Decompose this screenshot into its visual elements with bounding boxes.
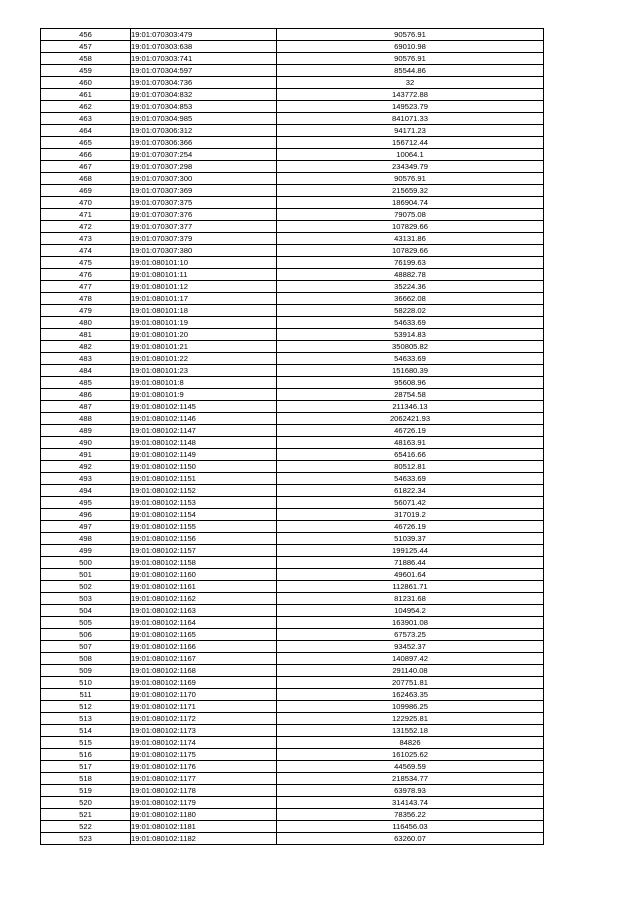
table-row: [41, 365, 544, 377]
value-cell: 218534.77: [277, 773, 544, 785]
cadastral-number-cell: 19:01:080102:1171: [131, 701, 277, 713]
value-cell: 46726.19: [277, 425, 544, 437]
table-row: [41, 305, 544, 317]
table-row: [41, 725, 544, 737]
cadastral-number-cell: 19:01:080102:1166: [131, 641, 277, 653]
table-row: [41, 161, 544, 173]
cadastral-number-cell: 19:01:070307:254: [131, 149, 277, 161]
row-number-cell: 501: [41, 569, 131, 581]
cadastral-number-cell: 19:01:080102:1181: [131, 821, 277, 833]
cadastral-number-cell: 19:01:080102:1170: [131, 689, 277, 701]
cadastral-number-cell: 19:01:070307:379: [131, 233, 277, 245]
cadastral-number-cell: 19:01:070304:853: [131, 101, 277, 113]
value-cell: 76199.63: [277, 257, 544, 269]
cadastral-number-cell: 19:01:080102:1158: [131, 557, 277, 569]
value-cell: 104954.2: [277, 605, 544, 617]
cadastral-number-cell: 19:01:070306:366: [131, 137, 277, 149]
cadastral-number-cell: 19:01:080102:1173: [131, 725, 277, 737]
value-cell: 143772.88: [277, 89, 544, 101]
cadastral-number-cell: 19:01:080102:1175: [131, 749, 277, 761]
row-number-cell: 498: [41, 533, 131, 545]
value-cell: 54633.69: [277, 353, 544, 365]
cadastral-number-cell: 19:01:080102:1161: [131, 581, 277, 593]
row-number-cell: 494: [41, 485, 131, 497]
cadastral-number-cell: 19:01:070307:300: [131, 173, 277, 185]
table-row: [41, 257, 544, 269]
table-row: [41, 425, 544, 437]
row-number-cell: 503: [41, 593, 131, 605]
table-row: [41, 401, 544, 413]
cadastral-number-cell: 19:01:080102:1165: [131, 629, 277, 641]
table-row: [41, 545, 544, 557]
table-row: [41, 785, 544, 797]
table-row: [41, 185, 544, 197]
cadastral-number-cell: 19:01:080102:1149: [131, 449, 277, 461]
row-number-cell: 499: [41, 545, 131, 557]
row-number-cell: 486: [41, 389, 131, 401]
table-row: [41, 65, 544, 77]
table-row: [41, 149, 544, 161]
row-number-cell: 492: [41, 461, 131, 473]
value-cell: 53914.83: [277, 329, 544, 341]
table-row: [41, 581, 544, 593]
cadastral-number-cell: 19:01:070306:312: [131, 125, 277, 137]
value-cell: 215659.32: [277, 185, 544, 197]
cadastral-number-cell: 19:01:080102:1179: [131, 797, 277, 809]
value-cell: 71886.44: [277, 557, 544, 569]
table-row: [41, 593, 544, 605]
row-number-cell: 517: [41, 761, 131, 773]
row-number-cell: 493: [41, 473, 131, 485]
table-row: [41, 773, 544, 785]
row-number-cell: 485: [41, 377, 131, 389]
cadastral-number-cell: 19:01:080101:12: [131, 281, 277, 293]
value-cell: 79075.08: [277, 209, 544, 221]
row-number-cell: 459: [41, 65, 131, 77]
cadastral-number-cell: 19:01:080102:1155: [131, 521, 277, 533]
table-row: [41, 53, 544, 65]
table-row: [41, 833, 544, 845]
value-cell: 63978.93: [277, 785, 544, 797]
value-cell: 211346.13: [277, 401, 544, 413]
table-row: [41, 569, 544, 581]
row-number-cell: 512: [41, 701, 131, 713]
row-number-cell: 507: [41, 641, 131, 653]
row-number-cell: 472: [41, 221, 131, 233]
cadastral-number-cell: 19:01:080102:1148: [131, 437, 277, 449]
value-cell: 314143.74: [277, 797, 544, 809]
table-row: [41, 281, 544, 293]
table-row: [41, 197, 544, 209]
row-number-cell: 461: [41, 89, 131, 101]
value-cell: 46726.19: [277, 521, 544, 533]
cadastral-number-cell: 19:01:080101:22: [131, 353, 277, 365]
cadastral-number-cell: 19:01:070304:832: [131, 89, 277, 101]
cadastral-number-cell: 19:01:080101:10: [131, 257, 277, 269]
value-cell: 116456.03: [277, 821, 544, 833]
value-cell: 90576.91: [277, 53, 544, 65]
table-row: [41, 389, 544, 401]
cadastral-number-cell: 19:01:080102:1150: [131, 461, 277, 473]
row-number-cell: 491: [41, 449, 131, 461]
cadastral-number-cell: 19:01:080101:20: [131, 329, 277, 341]
cadastral-number-cell: 19:01:080102:1160: [131, 569, 277, 581]
cadastral-number-cell: 19:01:080102:1163: [131, 605, 277, 617]
cadastral-number-cell: 19:01:080102:1178: [131, 785, 277, 797]
cadastral-number-cell: 19:01:070304:985: [131, 113, 277, 125]
table-row: [41, 449, 544, 461]
row-number-cell: 511: [41, 689, 131, 701]
cadastral-number-cell: 19:01:080102:1164: [131, 617, 277, 629]
row-number-cell: 489: [41, 425, 131, 437]
row-number-cell: 471: [41, 209, 131, 221]
row-number-cell: 523: [41, 833, 131, 845]
value-cell: 63260.07: [277, 833, 544, 845]
table-row: [41, 473, 544, 485]
cadastral-number-cell: 19:01:080101:9: [131, 389, 277, 401]
table-row: [41, 749, 544, 761]
table-row: [41, 125, 544, 137]
row-number-cell: 488: [41, 413, 131, 425]
row-number-cell: 496: [41, 509, 131, 521]
row-number-cell: 520: [41, 797, 131, 809]
value-cell: 95608.96: [277, 377, 544, 389]
table-row: [41, 77, 544, 89]
cadastral-number-cell: 19:01:080101:8: [131, 377, 277, 389]
value-cell: 56071.42: [277, 497, 544, 509]
cadastral-number-cell: 19:01:080102:1168: [131, 665, 277, 677]
row-number-cell: 465: [41, 137, 131, 149]
row-number-cell: 506: [41, 629, 131, 641]
table-row: [41, 437, 544, 449]
value-cell: 90576.91: [277, 29, 544, 41]
table-row: [41, 269, 544, 281]
cadastral-number-cell: 19:01:070303:638: [131, 41, 277, 53]
row-number-cell: 510: [41, 677, 131, 689]
row-number-cell: 516: [41, 749, 131, 761]
row-number-cell: 500: [41, 557, 131, 569]
value-cell: 93452.37: [277, 641, 544, 653]
row-number-cell: 522: [41, 821, 131, 833]
row-number-cell: 481: [41, 329, 131, 341]
table-row: [41, 41, 544, 53]
value-cell: 2062421.93: [277, 413, 544, 425]
value-cell: 84826: [277, 737, 544, 749]
cadastral-number-cell: 19:01:080102:1156: [131, 533, 277, 545]
value-cell: 10064.1: [277, 149, 544, 161]
table-row: [41, 89, 544, 101]
cadastral-number-cell: 19:01:080102:1182: [131, 833, 277, 845]
table-row: [41, 797, 544, 809]
value-cell: 48882.78: [277, 269, 544, 281]
cadastral-number-cell: 19:01:070307:298: [131, 161, 277, 173]
value-cell: 234349.79: [277, 161, 544, 173]
row-number-cell: 505: [41, 617, 131, 629]
cadastral-number-cell: 19:01:080101:19: [131, 317, 277, 329]
cadastral-number-cell: 19:01:070304:736: [131, 77, 277, 89]
cadastral-table: [40, 28, 544, 845]
table-row: [41, 713, 544, 725]
row-number-cell: 469: [41, 185, 131, 197]
value-cell: 207751.81: [277, 677, 544, 689]
row-number-cell: 463: [41, 113, 131, 125]
cadastral-number-cell: 19:01:080102:1145: [131, 401, 277, 413]
row-number-cell: 464: [41, 125, 131, 137]
document-page: [40, 28, 544, 845]
row-number-cell: 497: [41, 521, 131, 533]
cadastral-number-cell: 19:01:070307:369: [131, 185, 277, 197]
cadastral-number-cell: 19:01:080101:21: [131, 341, 277, 353]
table-row: [41, 461, 544, 473]
table-row: [41, 761, 544, 773]
value-cell: 67573.25: [277, 629, 544, 641]
value-cell: 36662.08: [277, 293, 544, 305]
row-number-cell: 513: [41, 713, 131, 725]
value-cell: 51039.37: [277, 533, 544, 545]
row-number-cell: 468: [41, 173, 131, 185]
cadastral-number-cell: 19:01:080102:1176: [131, 761, 277, 773]
table-row: [41, 293, 544, 305]
row-number-cell: 458: [41, 53, 131, 65]
row-number-cell: 457: [41, 41, 131, 53]
cadastral-number-cell: 19:01:070307:377: [131, 221, 277, 233]
table-row: [41, 809, 544, 821]
row-number-cell: 480: [41, 317, 131, 329]
cadastral-number-cell: 19:01:070303:479: [131, 29, 277, 41]
row-number-cell: 518: [41, 773, 131, 785]
row-number-cell: 495: [41, 497, 131, 509]
row-number-cell: 456: [41, 29, 131, 41]
value-cell: 28754.58: [277, 389, 544, 401]
cadastral-number-cell: 19:01:080102:1169: [131, 677, 277, 689]
row-number-cell: 475: [41, 257, 131, 269]
table-row: [41, 737, 544, 749]
table-row: [41, 497, 544, 509]
row-number-cell: 487: [41, 401, 131, 413]
row-number-cell: 484: [41, 365, 131, 377]
table-row: [41, 137, 544, 149]
cadastral-number-cell: 19:01:070307:375: [131, 197, 277, 209]
cadastral-number-cell: 19:01:080102:1174: [131, 737, 277, 749]
row-number-cell: 508: [41, 653, 131, 665]
cadastral-number-cell: 19:01:080102:1146: [131, 413, 277, 425]
row-number-cell: 474: [41, 245, 131, 257]
table-row: [41, 101, 544, 113]
row-number-cell: 476: [41, 269, 131, 281]
table-row: [41, 653, 544, 665]
value-cell: 49601.64: [277, 569, 544, 581]
cadastral-number-cell: 19:01:080101:17: [131, 293, 277, 305]
value-cell: 85544.86: [277, 65, 544, 77]
table-row: [41, 533, 544, 545]
value-cell: 81231.68: [277, 593, 544, 605]
row-number-cell: 479: [41, 305, 131, 317]
value-cell: 163901.08: [277, 617, 544, 629]
cadastral-number-cell: 19:01:080102:1167: [131, 653, 277, 665]
value-cell: 58228.02: [277, 305, 544, 317]
row-number-cell: 521: [41, 809, 131, 821]
cadastral-number-cell: 19:01:080102:1151: [131, 473, 277, 485]
value-cell: 94171.23: [277, 125, 544, 137]
row-number-cell: 519: [41, 785, 131, 797]
row-number-cell: 467: [41, 161, 131, 173]
table-row: [41, 173, 544, 185]
table-row: [41, 233, 544, 245]
value-cell: 109986.25: [277, 701, 544, 713]
row-number-cell: 509: [41, 665, 131, 677]
table-row: [41, 29, 544, 41]
cadastral-number-cell: 19:01:080101:18: [131, 305, 277, 317]
value-cell: 122925.81: [277, 713, 544, 725]
cadastral-number-cell: 19:01:080102:1153: [131, 497, 277, 509]
row-number-cell: 466: [41, 149, 131, 161]
table-row: [41, 701, 544, 713]
table-body: [41, 29, 544, 845]
value-cell: 841071.33: [277, 113, 544, 125]
value-cell: 291140.08: [277, 665, 544, 677]
value-cell: 149523.79: [277, 101, 544, 113]
value-cell: 35224.36: [277, 281, 544, 293]
table-row: [41, 821, 544, 833]
value-cell: 107829.66: [277, 221, 544, 233]
table-row: [41, 605, 544, 617]
row-number-cell: 514: [41, 725, 131, 737]
value-cell: 107829.66: [277, 245, 544, 257]
table-row: [41, 485, 544, 497]
table-row: [41, 209, 544, 221]
value-cell: 161025.62: [277, 749, 544, 761]
value-cell: 186904.74: [277, 197, 544, 209]
cadastral-number-cell: 19:01:080101:23: [131, 365, 277, 377]
row-number-cell: 490: [41, 437, 131, 449]
table-row: [41, 677, 544, 689]
cadastral-number-cell: 19:01:070303:741: [131, 53, 277, 65]
row-number-cell: 482: [41, 341, 131, 353]
row-number-cell: 478: [41, 293, 131, 305]
value-cell: 162463.35: [277, 689, 544, 701]
cadastral-number-cell: 19:01:080102:1154: [131, 509, 277, 521]
table-row: [41, 317, 544, 329]
row-number-cell: 462: [41, 101, 131, 113]
value-cell: 140897.42: [277, 653, 544, 665]
cadastral-number-cell: 19:01:070304:597: [131, 65, 277, 77]
cadastral-number-cell: 19:01:080101:11: [131, 269, 277, 281]
cadastral-number-cell: 19:01:080102:1157: [131, 545, 277, 557]
row-number-cell: 477: [41, 281, 131, 293]
cadastral-number-cell: 19:01:080102:1177: [131, 773, 277, 785]
row-number-cell: 460: [41, 77, 131, 89]
value-cell: 32: [277, 77, 544, 89]
row-number-cell: 515: [41, 737, 131, 749]
table-row: [41, 521, 544, 533]
value-cell: 44569.59: [277, 761, 544, 773]
table-row: [41, 641, 544, 653]
table-row: [41, 377, 544, 389]
value-cell: 78356.22: [277, 809, 544, 821]
value-cell: 156712.44: [277, 137, 544, 149]
table-row: [41, 617, 544, 629]
value-cell: 61822.34: [277, 485, 544, 497]
value-cell: 112861.71: [277, 581, 544, 593]
cadastral-number-cell: 19:01:070307:380: [131, 245, 277, 257]
table-row: [41, 557, 544, 569]
row-number-cell: 502: [41, 581, 131, 593]
cadastral-number-cell: 19:01:080102:1180: [131, 809, 277, 821]
value-cell: 65416.66: [277, 449, 544, 461]
value-cell: 54633.69: [277, 317, 544, 329]
table-row: [41, 329, 544, 341]
value-cell: 90576.91: [277, 173, 544, 185]
value-cell: 151680.39: [277, 365, 544, 377]
row-number-cell: 504: [41, 605, 131, 617]
value-cell: 131552.18: [277, 725, 544, 737]
table-row: [41, 665, 544, 677]
value-cell: 317019.2: [277, 509, 544, 521]
table-row: [41, 413, 544, 425]
table-row: [41, 509, 544, 521]
cadastral-number-cell: 19:01:080102:1152: [131, 485, 277, 497]
cadastral-number-cell: 19:01:080102:1172: [131, 713, 277, 725]
table-row: [41, 629, 544, 641]
table-row: [41, 221, 544, 233]
value-cell: 69010.98: [277, 41, 544, 53]
table-row: [41, 341, 544, 353]
value-cell: 80512.81: [277, 461, 544, 473]
table-row: [41, 113, 544, 125]
table-row: [41, 245, 544, 257]
value-cell: 199125.44: [277, 545, 544, 557]
row-number-cell: 483: [41, 353, 131, 365]
row-number-cell: 473: [41, 233, 131, 245]
row-number-cell: 470: [41, 197, 131, 209]
cadastral-number-cell: 19:01:070307:376: [131, 209, 277, 221]
value-cell: 43131.86: [277, 233, 544, 245]
value-cell: 48163.91: [277, 437, 544, 449]
table-row: [41, 353, 544, 365]
cadastral-number-cell: 19:01:080102:1147: [131, 425, 277, 437]
value-cell: 350805.82: [277, 341, 544, 353]
value-cell: 54633.69: [277, 473, 544, 485]
table-row: [41, 689, 544, 701]
cadastral-number-cell: 19:01:080102:1162: [131, 593, 277, 605]
